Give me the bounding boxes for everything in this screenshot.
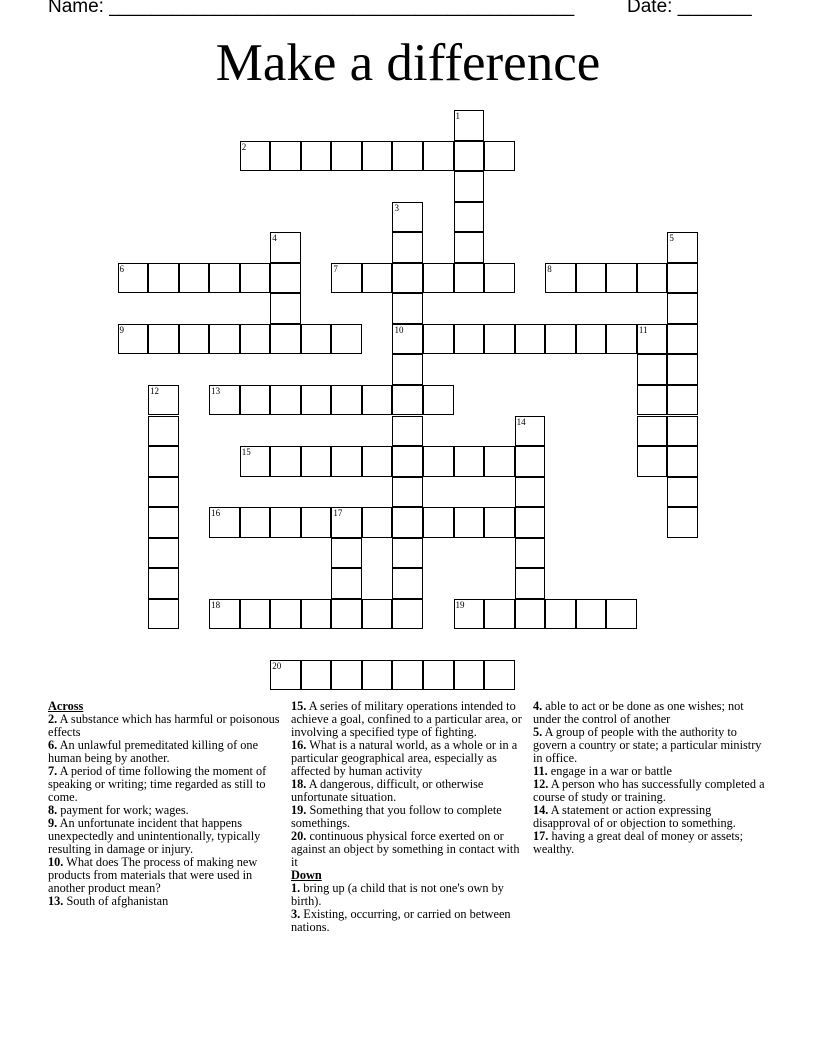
grid-cell[interactable] xyxy=(148,263,179,294)
clue-number: 16 xyxy=(211,508,221,519)
grid-cell[interactable] xyxy=(240,599,271,630)
clue-item xyxy=(533,726,765,765)
clue-item-text: A period of time following the moment of speaking or writing; time regarded as still to come. xyxy=(48,764,267,804)
clue-item-text: An unlawful premeditated killing of one human being by another. xyxy=(48,738,259,765)
grid-cell[interactable] xyxy=(148,538,179,569)
clue-item xyxy=(48,856,280,895)
grid-cell[interactable] xyxy=(392,568,423,599)
clue-number: 20 xyxy=(272,660,282,671)
clue-number: 17 xyxy=(333,508,343,519)
grid-cell[interactable] xyxy=(667,324,698,355)
grid-cell[interactable] xyxy=(423,660,454,691)
grid-cell[interactable] xyxy=(454,110,485,141)
grid-cell[interactable] xyxy=(423,446,454,477)
grid-cell[interactable] xyxy=(667,293,698,324)
grid-cell[interactable] xyxy=(392,263,423,294)
grid-cell[interactable] xyxy=(484,263,515,294)
grid-cell[interactable] xyxy=(545,599,576,630)
clue-item xyxy=(48,739,280,765)
clue-item xyxy=(533,804,765,830)
grid-cell[interactable] xyxy=(301,141,332,172)
grid-cell[interactable] xyxy=(301,507,332,538)
clue-item-number: 10. xyxy=(48,855,64,869)
grid-cell[interactable] xyxy=(118,324,149,355)
clue-item-text: bring up (a child that is not one's own by birth). xyxy=(291,881,504,908)
grid-cell[interactable] xyxy=(209,263,240,294)
grid-cell[interactable] xyxy=(637,263,668,294)
clue-number: 15 xyxy=(241,447,251,458)
clue-item-number: 16. xyxy=(291,738,307,752)
clue-item xyxy=(533,700,765,726)
grid-cell[interactable] xyxy=(606,599,637,630)
grid-cell[interactable] xyxy=(148,507,179,538)
clue-item-text: payment for work; wages. xyxy=(57,803,189,817)
clue-item-number: 12. xyxy=(533,777,549,791)
across-clue-list-continued xyxy=(291,700,523,869)
clue-item xyxy=(291,700,523,739)
grid-cell[interactable] xyxy=(240,263,271,294)
grid-cell[interactable] xyxy=(179,263,210,294)
clue-number: 5 xyxy=(669,233,674,244)
grid-cell[interactable] xyxy=(667,477,698,508)
grid-cell[interactable] xyxy=(392,324,423,355)
clue-number: 9 xyxy=(119,324,124,335)
clue-item-text: An unfortunate incident that happens unexpectedly and unintentionally, typically resulting in damage or injury. xyxy=(48,816,261,856)
clue-item-text: What does The process of making new products from materials that were used in another product mean? xyxy=(48,855,258,895)
grid-cell[interactable] xyxy=(454,263,485,294)
grid-cell[interactable] xyxy=(667,385,698,416)
clue-item-text: having a great deal of money or assets; wealthy. xyxy=(533,829,744,856)
grid-cell[interactable] xyxy=(637,324,668,355)
down-clue-list xyxy=(291,882,523,934)
clue-item-number: 13. xyxy=(48,894,64,908)
clue-item-text: engage in a war or battle xyxy=(547,764,672,778)
clue-item-number: 8. xyxy=(48,803,58,817)
grid-cell[interactable] xyxy=(362,446,393,477)
grid-cell[interactable] xyxy=(454,232,485,263)
grid-cell[interactable] xyxy=(637,385,668,416)
grid-cell[interactable] xyxy=(392,354,423,385)
clue-item-number: 20. xyxy=(291,829,307,843)
grid-cell[interactable] xyxy=(362,507,393,538)
grid-cell[interactable] xyxy=(423,385,454,416)
grid-cell[interactable] xyxy=(270,324,301,355)
clue-number: 6 xyxy=(119,263,124,274)
grid-cell[interactable] xyxy=(667,232,698,263)
grid-cell[interactable] xyxy=(667,263,698,294)
clue-item-number: 7. xyxy=(48,764,58,778)
grid-cell[interactable] xyxy=(484,507,515,538)
grid-cell[interactable] xyxy=(454,141,485,172)
clue-item xyxy=(291,908,523,934)
grid-cell[interactable] xyxy=(515,324,546,355)
clue-item-text: A person who has successfully completed a course of study or training. xyxy=(533,777,765,804)
grid-cell[interactable] xyxy=(209,507,240,538)
grid-cell[interactable] xyxy=(270,660,301,691)
clue-item-text: What is a natural world, as a whole or in a particular geographical area, especially as affected by human activity xyxy=(291,738,518,778)
clue-number: 4 xyxy=(272,233,277,244)
clue-item-text: Something that you follow to complete somethings. xyxy=(291,803,502,830)
grid-cell[interactable] xyxy=(515,538,546,569)
clue-number: 14 xyxy=(516,416,526,427)
clue-number: 12 xyxy=(150,385,160,396)
grid-cell[interactable] xyxy=(148,324,179,355)
grid-cell[interactable] xyxy=(667,507,698,538)
clue-item-number: 9. xyxy=(48,816,58,830)
clue-item-text: Existing, occurring, or carried on between nations. xyxy=(291,907,511,934)
clue-number: 11 xyxy=(638,324,648,335)
clue-item-text: A statement or action expressing disapproval of or objection to something. xyxy=(533,803,736,830)
grid-cell[interactable] xyxy=(454,446,485,477)
grid-cell[interactable] xyxy=(331,568,362,599)
clue-item xyxy=(48,713,280,739)
grid-cell[interactable] xyxy=(209,385,240,416)
grid-cell[interactable] xyxy=(148,446,179,477)
grid-cell[interactable] xyxy=(637,354,668,385)
grid-cell[interactable] xyxy=(148,416,179,447)
grid-cell[interactable] xyxy=(331,446,362,477)
grid-cell[interactable] xyxy=(301,385,332,416)
grid-cell[interactable] xyxy=(667,354,698,385)
grid-cell[interactable] xyxy=(454,599,485,630)
grid-cell[interactable] xyxy=(515,568,546,599)
clue-number: 18 xyxy=(211,599,221,610)
grid-cell[interactable] xyxy=(270,599,301,630)
clue-item-number: 14. xyxy=(533,803,549,817)
grid-cell[interactable] xyxy=(392,202,423,233)
grid-cell[interactable] xyxy=(362,660,393,691)
grid-cell[interactable] xyxy=(331,660,362,691)
grid-cell[interactable] xyxy=(362,385,393,416)
clue-item-number: 15. xyxy=(291,699,307,713)
grid-cell[interactable] xyxy=(392,141,423,172)
grid-cell[interactable] xyxy=(331,141,362,172)
clue-item xyxy=(533,778,765,804)
grid-cell[interactable] xyxy=(118,263,149,294)
grid-cell[interactable] xyxy=(270,446,301,477)
grid-cell[interactable] xyxy=(240,507,271,538)
clue-number: 3 xyxy=(394,202,399,213)
grid-cell[interactable] xyxy=(515,416,546,447)
grid-cell[interactable] xyxy=(240,324,271,355)
grid-cell[interactable] xyxy=(484,599,515,630)
grid-cell[interactable] xyxy=(392,538,423,569)
grid-cell[interactable] xyxy=(392,599,423,630)
grid-cell[interactable] xyxy=(270,507,301,538)
grid-cell[interactable] xyxy=(209,324,240,355)
grid-cell[interactable] xyxy=(667,446,698,477)
grid-cell[interactable] xyxy=(515,477,546,508)
clue-item xyxy=(48,895,280,908)
clue-item-number: 17. xyxy=(533,829,549,843)
across-clue-list xyxy=(48,713,280,908)
grid-cell[interactable] xyxy=(301,660,332,691)
clue-item-number: 1. xyxy=(291,881,301,895)
grid-cell[interactable] xyxy=(270,385,301,416)
grid-cell[interactable] xyxy=(637,416,668,447)
across-heading: Across xyxy=(48,699,84,713)
grid-cell[interactable] xyxy=(484,446,515,477)
down-heading: Down xyxy=(291,868,322,882)
grid-cell[interactable] xyxy=(270,232,301,263)
grid-cell[interactable] xyxy=(301,599,332,630)
clue-item xyxy=(291,882,523,908)
grid-cell[interactable] xyxy=(423,141,454,172)
grid-cell[interactable] xyxy=(484,141,515,172)
grid-cell[interactable] xyxy=(331,538,362,569)
grid-cell[interactable] xyxy=(148,568,179,599)
grid-cell[interactable] xyxy=(515,599,546,630)
grid-cell[interactable] xyxy=(484,324,515,355)
grid-cell[interactable] xyxy=(545,263,576,294)
clue-item xyxy=(48,765,280,804)
clue-item-text: A group of people with the authority to govern a country or state; a particular ministry in office. xyxy=(533,725,762,765)
grid-cell[interactable] xyxy=(454,507,485,538)
grid-cell[interactable] xyxy=(148,477,179,508)
clues-column-3 xyxy=(533,700,765,856)
grid-cell[interactable] xyxy=(392,477,423,508)
grid-cell[interactable] xyxy=(240,385,271,416)
grid-cell[interactable] xyxy=(392,293,423,324)
clues-column-1 xyxy=(48,700,280,908)
clue-item xyxy=(291,804,523,830)
puzzle-title: Make a difference xyxy=(215,34,601,92)
grid-cell[interactable] xyxy=(667,416,698,447)
grid-cell[interactable] xyxy=(392,385,423,416)
grid-cell[interactable] xyxy=(484,660,515,691)
grid-cell[interactable] xyxy=(576,324,607,355)
grid-cell[interactable] xyxy=(331,507,362,538)
grid-cell[interactable] xyxy=(331,263,362,294)
clue-item-text: A dangerous, difficult, or otherwise unfortunate situation. xyxy=(291,777,484,804)
clue-item-number: 18. xyxy=(291,777,307,791)
grid-cell[interactable] xyxy=(392,446,423,477)
clue-item-number: 2. xyxy=(48,712,58,726)
grid-cell[interactable] xyxy=(270,263,301,294)
clue-item xyxy=(291,830,523,869)
clue-item xyxy=(291,739,523,778)
grid-cell[interactable] xyxy=(362,141,393,172)
grid-cell[interactable] xyxy=(423,324,454,355)
clue-number: 10 xyxy=(394,324,404,335)
grid-cell[interactable] xyxy=(331,324,362,355)
grid-cell[interactable] xyxy=(331,599,362,630)
grid-cell[interactable] xyxy=(515,507,546,538)
grid-cell[interactable] xyxy=(545,324,576,355)
grid-cell[interactable] xyxy=(606,324,637,355)
grid-cell[interactable] xyxy=(392,416,423,447)
clue-item-number: 6. xyxy=(48,738,58,752)
grid-cell[interactable] xyxy=(454,660,485,691)
clue-item-text: A series of military operations intended to achieve a goal, confined to a particular area, or involving a specified type of fighting. xyxy=(291,699,522,739)
grid-cell[interactable] xyxy=(392,507,423,538)
grid-cell[interactable] xyxy=(301,446,332,477)
grid-cell[interactable] xyxy=(331,385,362,416)
clues-column-2 xyxy=(291,700,523,934)
grid-cell[interactable] xyxy=(362,263,393,294)
grid-cell[interactable] xyxy=(423,507,454,538)
clue-item xyxy=(291,778,523,804)
clue-number: 8 xyxy=(547,263,552,274)
grid-cell[interactable] xyxy=(515,446,546,477)
grid-cell[interactable] xyxy=(148,385,179,416)
clue-item-number: 11. xyxy=(533,764,548,778)
date-field-label: Date: _______ xyxy=(627,0,752,17)
clue-item-number: 5. xyxy=(533,725,543,739)
grid-cell[interactable] xyxy=(301,324,332,355)
clue-item-text: A substance which has harmful or poisonous effects xyxy=(48,712,280,739)
clue-number: 7 xyxy=(333,263,338,274)
grid-cell[interactable] xyxy=(606,263,637,294)
clue-number: 2 xyxy=(241,141,247,152)
clue-item-number: 3. xyxy=(291,907,301,921)
clue-number: 1 xyxy=(455,111,461,121)
grid-cell[interactable] xyxy=(270,141,301,172)
grid-cell[interactable] xyxy=(240,141,271,172)
grid-cell[interactable] xyxy=(454,324,485,355)
clue-item-text: able to act or be done as one wishes; not under the control of another xyxy=(533,699,744,726)
clue-item-text: continuous physical force exerted on or against an object by something in contact with it xyxy=(291,829,520,869)
clue-item-text: South of afghanistan xyxy=(63,894,169,908)
grid-cell[interactable] xyxy=(209,599,240,630)
down-clue-list-continued xyxy=(533,700,765,856)
clue-item-number: 4. xyxy=(533,699,543,713)
clue-number: 19 xyxy=(455,599,465,610)
grid-cell[interactable] xyxy=(454,171,485,202)
clue-item xyxy=(48,817,280,856)
grid-cell[interactable] xyxy=(240,446,271,477)
grid-cell[interactable] xyxy=(179,324,210,355)
grid-cell[interactable] xyxy=(270,293,301,324)
clue-number: 13 xyxy=(211,385,221,396)
clue-item-number: 19. xyxy=(291,803,307,817)
grid-cell[interactable] xyxy=(576,263,607,294)
grid-cell[interactable] xyxy=(423,263,454,294)
grid-cell[interactable] xyxy=(454,202,485,233)
grid-cell[interactable] xyxy=(148,599,179,630)
clue-item xyxy=(533,830,765,856)
grid-cell[interactable] xyxy=(392,660,423,691)
grid-cell[interactable] xyxy=(637,446,668,477)
name-field-label: Name: ____________________________________________ xyxy=(48,0,575,17)
grid-cell[interactable] xyxy=(576,599,607,630)
grid-cell[interactable] xyxy=(392,232,423,263)
grid-cell[interactable] xyxy=(362,599,393,630)
